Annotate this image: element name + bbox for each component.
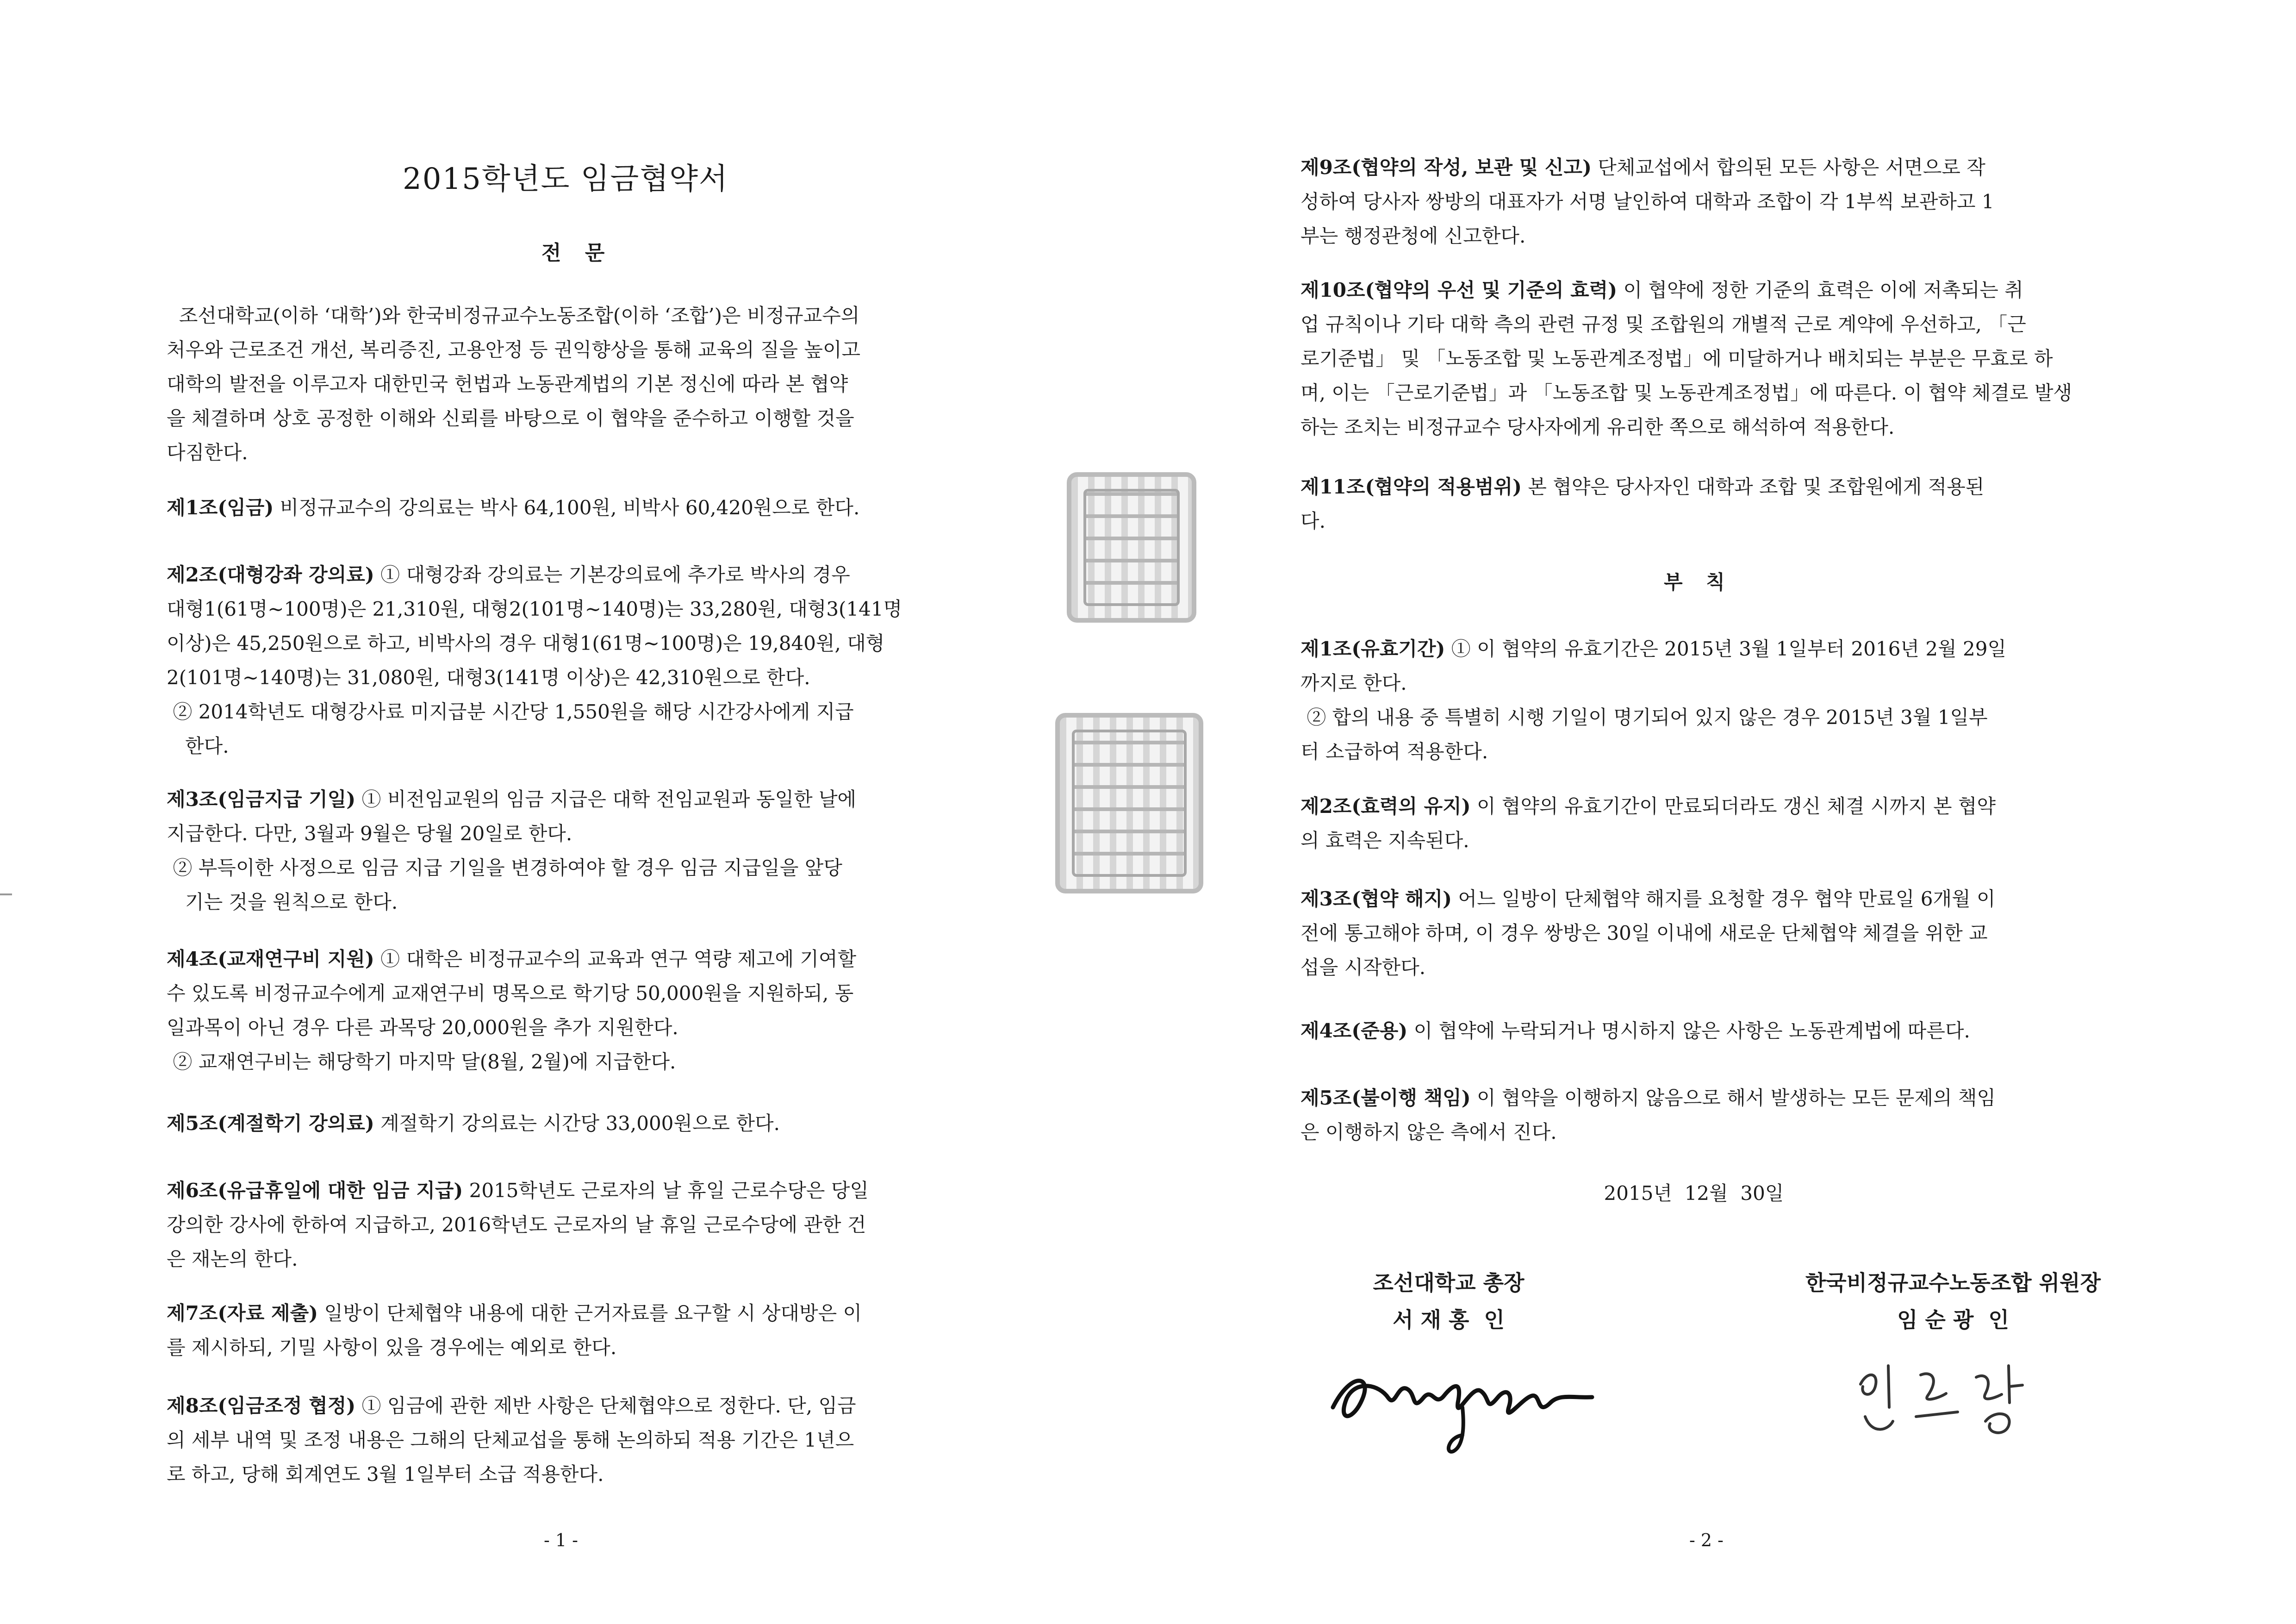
- article-1-body: 비정규교수의 강의료는 박사 64,100원, 비박사 60,420원으로 한다.: [274, 496, 860, 519]
- supplementary-article-4: [1300, 1014, 1970, 1048]
- article-1: [167, 491, 859, 525]
- supplementary-article-1-heading: 제1조(유효기간): [1300, 637, 1445, 660]
- article-10: [1300, 273, 2072, 444]
- supplementary-heading: 부 칙: [1664, 571, 1733, 593]
- supplementary-article-3: [1300, 882, 1996, 985]
- article-7-body: 일방이 단체협약 내용에 대한 근거자료를 요구할 시 상대방은 이 를 제시하되, 기밀 사항이 있을 경우에는 예외로 한다.: [167, 1302, 862, 1359]
- supplementary-article-5-heading: 제5조(불이행 책임): [1300, 1087, 1471, 1109]
- signing-date: 2015년 12월 30일: [1604, 1182, 1784, 1205]
- union-chair-title: 한국비정규교수노동조합 위원장: [1805, 1270, 2101, 1295]
- article-3: [167, 782, 856, 919]
- article-4: [167, 942, 856, 1079]
- article-10-body: 이 협약에 정한 기준의 효력은 이에 저촉되는 취 업 규칙이나 기타 대학 측의 관련 규정 및 조합원의 개별적 근로 계약에 우선하고, 「근 로기준법」 및 「노동조합 및 노동관계조정법」에 미달하거나 배치되는 부분은 무효로 하 며, 이는 「근로기준법」과 「노동조합 및 노동관계조정법」에 따른다. 이 협약 체결로 발생 하는 조치는 비정규교수 당사자에게 유리한 쪽으로 해석하여 적용한다.: [1300, 279, 2072, 438]
- document-title: 2015학년도 임금협약서: [403, 162, 728, 196]
- article-11: [1300, 470, 1984, 538]
- union-chair-signature: [1847, 1352, 2060, 1444]
- article-6-body: 2015학년도 근로자의 날 휴일 근로수당은 당일 강의한 강사에 한하여 지급하고, 2016학년도 근로자의 날 휴일 근로수당에 관한 건 은 재논의 한다.: [167, 1179, 869, 1270]
- supplementary-article-4-heading: 제4조(준용): [1300, 1019, 1408, 1042]
- article-2: [167, 558, 902, 763]
- page-number: - 2 -: [1689, 1530, 1724, 1550]
- article-10-heading: 제10조(협약의 우선 및 기준의 효력): [1300, 279, 1618, 301]
- article-7-heading: 제7조(자료 제출): [167, 1302, 318, 1324]
- university-president-signature: [1324, 1343, 1601, 1463]
- union-chair-name: 임 순 광 인: [1897, 1307, 2009, 1332]
- article-7: [167, 1296, 862, 1365]
- university-president-name: 서 재 홍 인: [1393, 1307, 1505, 1332]
- article-6: [167, 1174, 869, 1276]
- article-5: [167, 1106, 780, 1141]
- supplementary-article-5-body: 이 협약을 이행하지 않음으로 해서 발생하는 모든 문제의 책임 은 이행하지 않은 측에서 진다.: [1300, 1087, 1996, 1143]
- article-4-body: ① 대학은 비정규교수의 교육과 연구 역량 제고에 기여할 수 있도록 비정규교수에게 교재연구비 명목으로 학기당 50,000원을 지원하되, 동 일과목이 아닌 경우 다른 과목당 20,000원을 추가 지원한다. ② 교재연구비는 해당학기 마지막 달(8월, 2월)에 지급한다.: [167, 948, 857, 1073]
- page-2: [1148, 0, 2296, 1624]
- article-9-body: 단체교섭에서 합의된 모든 사항은 서면으로 작 성하여 당사자 쌍방의 대표자가 서명 날인하여 대학과 조합이 각 1부씩 보관하고 1 부는 행정관청에 신고한다.: [1300, 156, 1994, 247]
- preamble-heading: 전 문: [541, 241, 613, 265]
- article-5-heading: 제5조(계절학기 강의료): [167, 1112, 374, 1135]
- article-11-heading: 제11조(협약의 적용범위): [1300, 475, 1522, 498]
- article-8: [167, 1389, 856, 1492]
- article-4-heading: 제4조(교재연구비 지원): [167, 948, 374, 970]
- preamble-text: 조선대학교(이하 ‘대학’)와 한국비정규교수노동조합(이하 ‘조합’)은 비정규교수의 처우와 근로조건 개선, 복리증진, 고용안정 등 권익향상을 통해 교육의 질을 높이고 대학의 발전을 이루고자 대한민국 헌법과 노동관계법의 기본 정신에 따라 본 협약 을 체결하며 상호 공정한 이해와 신뢰를 바탕으로 이 협약을 준수하고 이행할 것을 다짐한다.: [167, 304, 861, 464]
- article-6-heading: 제6조(유급휴일에 대한 임금 지급): [167, 1179, 463, 1202]
- article-9: [1300, 150, 1994, 253]
- supplementary-article-1: [1300, 632, 2006, 769]
- article-8-heading: 제8조(임금조정 협정): [167, 1394, 356, 1417]
- article-5-body: 계절학기 강의료는 시간당 33,000원으로 한다.: [374, 1112, 780, 1135]
- article-3-body: ① 비전임교원의 임금 지급은 대학 전임교원과 동일한 날에 지급한다. 다만, 3월과 9월은 당월 20일로 한다. ② 부득이한 사정으로 임금 지급 기일을 변경하여야 할 경우 임금 지급일을 앞당 기는 것을 원칙으로 한다.: [167, 788, 857, 913]
- article-9-heading: 제9조(협약의 작성, 보관 및 신고): [1300, 156, 1592, 179]
- article-11-body: 본 협약은 당사자인 대학과 조합 및 조합원에게 적용된 다.: [1300, 475, 1985, 532]
- supplementary-article-3-body: 어느 일방이 단체협약 해지를 요청할 경우 협약 만료일 6개월 이 전에 통고해야 하며, 이 경우 쌍방은 30일 이내에 새로운 단체협약 체결을 위한 교 섭을 시작한다.: [1300, 887, 1996, 979]
- article-8-body: ① 임금에 관한 제반 사항은 단체협약으로 정한다. 단, 임금 의 세부 내역 및 조정 내용은 그해의 단체교섭을 통해 논의하되 적용 기간은 1년으 로 하고, 당해 회계연도 3월 1일부터 소급 적용한다.: [167, 1394, 856, 1486]
- supplementary-article-1-body: ① 이 협약의 유효기간은 2015년 3월 1일부터 2016년 2월 29일 까지로 한다. ② 합의 내용 중 특별히 시행 기일이 명기되어 있지 않은 경우 2015년 3월 1일부 터 소급하여 적용한다.: [1300, 637, 2007, 763]
- page-number: - 1 -: [544, 1530, 579, 1550]
- supplementary-article-2-body: 이 협약의 유효기간이 만료되더라도 갱신 체결 시까지 본 협약 의 효력은 지속된다.: [1300, 795, 1996, 852]
- article-2-heading: 제2조(대형강좌 강의료): [167, 563, 374, 586]
- university-president-title: 조선대학교 총장: [1373, 1270, 1524, 1295]
- supplementary-article-2-heading: 제2조(효력의 유지): [1300, 795, 1471, 818]
- supplementary-article-5: [1300, 1081, 1996, 1149]
- supplementary-article-2: [1300, 789, 1996, 858]
- supplementary-article-4-body: 이 협약에 누락되거나 명시하지 않은 사항은 노동관계법에 따른다.: [1407, 1019, 1970, 1042]
- article-1-heading: 제1조(임금): [167, 496, 274, 519]
- article-2-body: ① 대형강좌 강의료는 기본강의료에 추가로 박사의 경우 대형1(61명~100명)은 21,310원, 대형2(101명~140명)는 33,280원, 대형3(141명 이상)은 45,250원으로 하고, 비박사의 경우 대형1(61명~100명)은 19,840원, 대형 2(101명~140명)는 31,080원, 대형3(141명 이상)은 42,310원으로 한다. ② 2014학년도 대형강사료 미지급분 시간당 1,550원을 해당 시간강사에게 지급 한다.: [167, 563, 902, 757]
- article-3-heading: 제3조(임금지급 기일): [167, 788, 356, 811]
- supplementary-article-3-heading: 제3조(협약 해지): [1300, 887, 1452, 910]
